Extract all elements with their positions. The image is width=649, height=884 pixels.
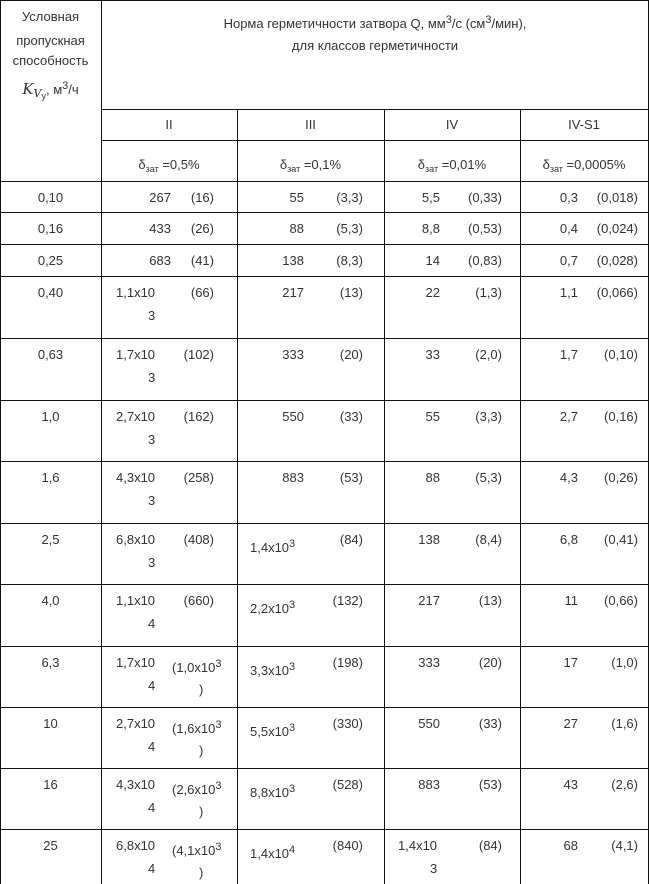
- row-divider: [0, 523, 649, 524]
- col-divider: [237, 109, 238, 884]
- row-divider: [0, 181, 649, 182]
- iv-value: 22: [425, 285, 440, 300]
- iii-value-cm3: (13): [339, 285, 363, 300]
- ii-value-cm3: (102): [183, 347, 214, 362]
- kv-value: 25: [43, 838, 58, 853]
- iii-value: 217: [282, 285, 304, 300]
- iv-value-cm3: (3,3): [475, 409, 502, 424]
- iv-value: 88: [425, 470, 440, 485]
- kv-value: 0,16: [37, 221, 64, 236]
- ii-value: 4,3x10: [116, 470, 156, 485]
- kv-value: 1,6: [41, 470, 60, 485]
- delta-iv: $\delta_{зат} =0,01\%$: [417, 157, 487, 174]
- ii-value-exponent: 4: [148, 861, 156, 876]
- ii-value-exponent: 3: [148, 370, 156, 385]
- kv-value: 0,63: [37, 347, 64, 362]
- iv-s1-value: 0,7: [559, 253, 578, 268]
- iv-s1-value-cm3: (0,66): [604, 593, 638, 608]
- iii-value: $5,5x10^3$: [250, 722, 296, 739]
- ii-value-cm3-close: ): [199, 865, 204, 880]
- iii-value: $2,2x10^3$: [250, 599, 296, 616]
- kv-value: 16: [43, 777, 58, 792]
- iii-value-cm3: (53): [339, 470, 363, 485]
- iv-s1-value: 11: [564, 593, 578, 608]
- iii-value-cm3: (3,3): [336, 190, 363, 205]
- ii-value: 4,3x10: [116, 777, 156, 792]
- col-divider: [101, 0, 102, 884]
- iv-s1-value-cm3: (4,1): [611, 838, 638, 853]
- ii-value: 6,8x10: [116, 838, 156, 853]
- kv-value: 0,25: [37, 253, 64, 268]
- col-divider: [520, 109, 521, 884]
- kv-value: 6,3: [41, 655, 60, 670]
- class-header-ii: II: [165, 117, 173, 132]
- ii-value-exponent: 3: [148, 555, 156, 570]
- ii-value-cm3: ($4,1x10^3$: [172, 841, 222, 858]
- iv-value-cm3: (2,0): [475, 347, 502, 362]
- ii-value-exponent: 4: [148, 616, 156, 631]
- iii-value-cm3: (5,3): [336, 221, 363, 236]
- ii-value-cm3: ($1,0x10^3$: [172, 658, 222, 675]
- iv-value-cm3: (33): [478, 716, 502, 731]
- iv-value-cm3: (8,4): [475, 532, 502, 547]
- ii-value-cm3: (66): [190, 285, 214, 300]
- iii-value: 55: [289, 190, 304, 205]
- iv-value-cm3: (0,83): [468, 253, 502, 268]
- iv-value: 550: [418, 716, 440, 731]
- kv-value: 0,40: [37, 285, 64, 300]
- iii-value: $3,3x10^3$: [250, 661, 296, 678]
- iv-s1-value-cm3: (0,066): [596, 285, 638, 300]
- iv-value: 1,4x10: [398, 838, 438, 853]
- row-divider: [0, 338, 649, 339]
- iv-value: 217: [418, 593, 440, 608]
- iv-s1-value-cm3: (2,6): [611, 777, 638, 792]
- ii-value: 1,1x10: [116, 285, 156, 300]
- iv-s1-value-cm3: (0,10): [604, 347, 638, 362]
- ii-value: 1,7x10: [116, 347, 156, 362]
- iii-value: 333: [282, 347, 304, 362]
- iv-s1-value: 4,3: [559, 470, 578, 485]
- kv-header-line1: Условная: [21, 9, 80, 24]
- table-top-border: [0, 0, 649, 1]
- iii-value: $1,4x10^4$: [250, 844, 296, 861]
- iv-s1-value: 0,4: [559, 221, 578, 236]
- row-divider: [0, 646, 649, 647]
- iv-value-cm3: (1,3): [475, 285, 502, 300]
- iv-s1-value-cm3: (0,41): [604, 532, 638, 547]
- iii-value: 550: [282, 409, 304, 424]
- iii-value-cm3: (20): [339, 347, 363, 362]
- ii-value-exponent: 3: [148, 432, 156, 447]
- class-header-iv: IV: [445, 117, 459, 132]
- ii-value: 433: [149, 221, 171, 236]
- ii-value-exponent: 4: [148, 739, 156, 754]
- ii-value-exponent: 3: [148, 493, 156, 508]
- col-divider: [384, 109, 385, 884]
- iv-s1-value-cm3: (0,16): [604, 409, 638, 424]
- iii-value: 883: [282, 470, 304, 485]
- iii-value-cm3: (330): [332, 716, 363, 731]
- row-divider: [0, 212, 649, 213]
- row-divider: [0, 768, 649, 769]
- row-divider: [0, 400, 649, 401]
- iv-value: 5,5: [421, 190, 440, 205]
- kv-value: 4,0: [41, 593, 60, 608]
- iii-value: 138: [282, 253, 304, 268]
- iii-value: $1,4x10^3$: [250, 538, 296, 555]
- table-main-subtitle: для классов герметичности: [291, 38, 459, 53]
- delta-iv-s1: $\delta_{зат} =0,0005\%$: [542, 157, 626, 174]
- iv-s1-value: 68: [563, 838, 578, 853]
- ii-value-cm3-close: ): [199, 743, 204, 758]
- iv-s1-value-cm3: (0,26): [604, 470, 638, 485]
- iv-s1-value-cm3: (1,0): [611, 655, 638, 670]
- iv-s1-value: 2,7: [559, 409, 578, 424]
- ii-value-cm3-close: ): [199, 682, 204, 697]
- ii-value-cm3: ($1,6x10^3$: [172, 719, 222, 736]
- iii-value-cm3: (198): [332, 655, 363, 670]
- ii-value: 683: [149, 253, 171, 268]
- class-header-iv-s1: IV-S1: [568, 117, 600, 132]
- iv-s1-value: 17: [563, 655, 578, 670]
- iv-s1-value: 6,8: [559, 532, 578, 547]
- iv-s1-value: 1,7: [559, 347, 578, 362]
- delta-ii: $\delta_{зат} =0,5\%$: [138, 157, 200, 174]
- iv-value: 333: [418, 655, 440, 670]
- iii-value-cm3: (84): [339, 532, 363, 547]
- iv-value: 33: [425, 347, 440, 362]
- ii-value: 2,7x10: [116, 409, 156, 424]
- delta-iii: $\delta_{зат} =0,1\%$: [279, 157, 342, 174]
- ii-value-exponent: 3: [148, 308, 156, 323]
- iv-value-cm3: (84): [478, 838, 502, 853]
- ii-value-exponent: 4: [148, 678, 156, 693]
- table-main-title: Норма герметичности затвора Q, $мм^3/с$ $(см^3/мин)$,: [223, 14, 527, 31]
- table-left-border: [0, 0, 1, 884]
- ii-value: 1,1x10: [116, 593, 156, 608]
- kv-value: 1,0: [41, 409, 60, 424]
- iv-value-exponent: 3: [430, 861, 438, 876]
- iv-s1-value-cm3: (1,6): [611, 716, 638, 731]
- kv-value: 2,5: [41, 532, 60, 547]
- ii-value-cm3-close: ): [199, 804, 204, 819]
- iii-value-cm3: (33): [339, 409, 363, 424]
- kv-header-line2: пропускная: [16, 33, 85, 48]
- ii-value-cm3: (16): [190, 190, 214, 205]
- iv-value-cm3: (13): [478, 593, 502, 608]
- ii-value-cm3: (41): [190, 253, 214, 268]
- ii-value: 267: [149, 190, 171, 205]
- iv-s1-value: 43: [563, 777, 578, 792]
- ii-value-exponent: 4: [148, 800, 156, 815]
- iii-value-cm3: (8,3): [336, 253, 363, 268]
- ii-value: 2,7x10: [116, 716, 156, 731]
- kv-value: 10: [43, 716, 58, 731]
- ii-value-cm3: (162): [183, 409, 214, 424]
- iv-s1-value: 0,3: [559, 190, 578, 205]
- iv-s1-value-cm3: (0,028): [596, 253, 638, 268]
- iv-s1-value: 1,1: [559, 285, 578, 300]
- ii-value-cm3: ($2,6x10^3$: [172, 780, 222, 797]
- row-divider: [0, 707, 649, 708]
- iii-value-cm3: (132): [332, 593, 363, 608]
- iv-s1-value-cm3: (0,024): [596, 221, 638, 236]
- iv-value-cm3: (5,3): [475, 470, 502, 485]
- iv-value-cm3: (20): [478, 655, 502, 670]
- kv-header-line3: способность: [12, 53, 89, 68]
- ii-value-cm3: (26): [190, 221, 214, 236]
- row-divider: [0, 276, 649, 277]
- iii-value: $8,8x10^3$: [250, 783, 296, 800]
- iv-value-cm3: (0,33): [468, 190, 502, 205]
- row-divider: [0, 461, 649, 462]
- iv-value: 14: [425, 253, 440, 268]
- ii-value-cm3: (258): [183, 470, 214, 485]
- iv-s1-value: 27: [563, 716, 578, 731]
- iv-value-cm3: (0,53): [468, 221, 502, 236]
- iii-value-cm3: (528): [332, 777, 363, 792]
- iv-value: 883: [418, 777, 440, 792]
- iv-value: 8,8: [421, 221, 440, 236]
- ii-value-cm3: (408): [183, 532, 214, 547]
- iii-value-cm3: (840): [332, 838, 363, 853]
- kv-header-symbol: $K_{Vу}$, $м^3/ч$: [22, 80, 79, 101]
- ii-value-cm3: (660): [183, 593, 214, 608]
- ii-value: 6,8x10: [116, 532, 156, 547]
- iv-value: 138: [418, 532, 440, 547]
- header-divider: [101, 109, 649, 110]
- row-divider: [0, 829, 649, 830]
- iv-value-cm3: (53): [478, 777, 502, 792]
- ii-value: 1,7x10: [116, 655, 156, 670]
- row-divider: [0, 584, 649, 585]
- row-divider: [0, 244, 649, 245]
- class-header-iii: III: [305, 117, 316, 132]
- class-row-divider: [101, 140, 649, 141]
- iii-value: 88: [289, 221, 304, 236]
- iv-s1-value-cm3: (0,018): [596, 190, 638, 205]
- kv-value: 0,10: [37, 190, 64, 205]
- iv-value: 55: [425, 409, 440, 424]
